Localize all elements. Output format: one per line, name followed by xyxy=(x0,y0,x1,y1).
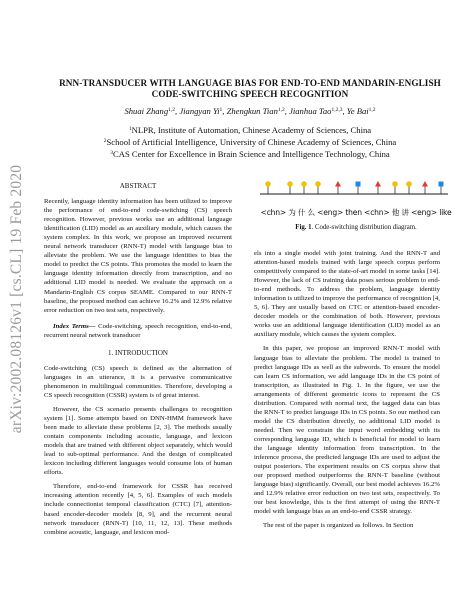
intro-paragraph: Therefore, end-to-end framework for CSSR has received increasing attention recently [4, 5, 6]. Examples of such models include connectionist temporal classification (CTC) [7], attention-based encoder-decoder models [8, 9], and the recurrent neural network transducer (RNN-T) [10, 11, 12, 13]. These methods combine acoustic, language, and lexicon mod- xyxy=(44,483,232,536)
chn-marker xyxy=(287,181,293,194)
chn-marker xyxy=(301,181,307,194)
author: Zhengkun Tian$^{1,2}$, xyxy=(226,106,290,116)
chn-marker xyxy=(265,181,271,194)
code-switching-diagram xyxy=(254,180,454,206)
left-column xyxy=(44,182,232,537)
body-paragraph: In this paper, we propose an improved RNN-T model with language bias to alleviate the problem. The model is trained to predict language IDs as well as the subwords. To ensure the model can learn CS information, we add language IDs in the CS point of transcription, as illustrated in Fig. 1. In the figure, we use the arrangements of different geometric icons to represent the CS distribution. Compared with normal text, the tagged data can bias the RNN-T to predict language IDs in CS points. So our method can model the CS distribution directly, no additional LID model is needed. Then we constrain the input word embedding with its corresponding language ID, which is beneficial for model to learn the language identity information from transcription. In the inference process, the predicted language IDs are used to adjust the output posteriors. The experiment results on CS corpus show that our proposed method outperforms the RNN-T baseline (without language bias) significantly. Overall, our best model achieves 16.2% and 12.9% relative error reduction on two test sets, respectively. To our best knowledge, this is the first attempt of using the RNN-T model with language bias as an end-to-end CSSR strategy. xyxy=(254,345,440,516)
author: Jianhua Tao$^{1,2,3}$, xyxy=(289,106,347,116)
paper-title-line1: RNN-TRANSDUCER WITH LANGUAGE BIAS FOR END-TO-END MANDARIN-ENGLISH xyxy=(59,78,441,88)
right-column xyxy=(254,249,440,530)
figure-caption: Fig. 1. Code-switching distribution diagram. xyxy=(295,224,417,231)
switch-marker xyxy=(375,181,381,194)
arxiv-stamp: arXiv:2002.08126v1 [cs.CL] 19 Feb 2020 xyxy=(8,164,25,434)
affiliation: $^3$CAS Center for Excellence in Brain Science and Intelligence Technology, China xyxy=(110,149,390,159)
abstract-heading: ABSTRACT xyxy=(119,182,157,190)
body-paragraph: The rest of the paper is organized as follows. In Section xyxy=(263,522,414,530)
paper-title-line2: CODE-SWITCHING SPEECH RECOGNITION xyxy=(151,89,349,99)
author: Ye Bai$^{1,2}$ xyxy=(346,106,376,116)
switch-marker xyxy=(422,181,428,194)
introduction-heading: 1. INTRODUCTION xyxy=(108,348,168,357)
author: Jiangyan Yi$^1$, xyxy=(179,106,227,116)
author: Shuai Zhang$^{1,2}$, xyxy=(124,106,180,116)
index-terms: Index Terms— Code-switching, speech recognition, end-to-end, recurrent neural network transducer xyxy=(44,322,232,339)
switch-marker xyxy=(335,181,341,194)
eng-marker xyxy=(439,182,444,195)
eng-marker xyxy=(356,182,361,195)
chn-marker xyxy=(315,181,321,194)
figure-sequence-text: <chn> 为 什 么 <eng> then <chn> 他 讲 <eng> like xyxy=(260,208,452,217)
abstract-text: Recently, language identity information has been utilized to improve the performance of end-to-end code-switching (CS) speech recognition. However, previous works use an additional language identification (LID) model as an auxiliary module, which causes the system complex. In this work, we propose an improved recurrent neural network transducer (RNN-T) model with language bias to alleviate the problem. We use the language identities to bias the model to predict the CS points. This promotes the model to learn the language identity information directly from transcription, and no additional LID model is needed. We evaluate the approach on a Mandarin-English CS corpus SEAME. Compared to our RNN-T baseline, the proposed method can achieve 16.2% and 12.9% relative error reduction on two test sets, respectively. xyxy=(44,198,232,314)
affiliation: $^1$NLPR, Institute of Automation, Chinese Academy of Sciences, China xyxy=(128,125,372,135)
intro-paragraph: Code-switching (CS) speech is defined as the alternation of languages in an utterance, it is a pervasive communicative phenomenon in multilingual communities. Therefore, developing a CS speech recognition (CSSR) system is of great interest. xyxy=(44,364,232,399)
intro-paragraph: However, the CS scenario presents challenges to recognition system [1]. Some attempts based on DNN-HMM framework have been made to alleviate these problems [2, 3]. The methods usually contain components including acoustic, language, and lexicon models that are trained with different object separately, which would lead to sub-optimal performance. And the design of complicated lexicon including different languages would consume lots of human efforts. xyxy=(44,405,232,477)
chn-marker xyxy=(392,181,398,194)
affiliation: $^2$School of Artificial Intelligence, University of Chinese Academy of Sciences, China xyxy=(103,137,397,147)
author-list xyxy=(30,106,470,116)
body-paragraph: els into a single model with joint training. And the RNN-T and attention-based models trained with large speech corpus perform competitively compared to the state-of-art model in some tasks [14]. However, the lack of CS training data poses serious problem to end-to-end methods. To address the problem, language identity information is utilized to improve the performance of recognition [4, 5, 6]. They are usually based on CTC or attention-based encoder-decoder models or the combination of both. However, previous works use an additional language identification (LID) model as an auxiliary module, which causes the system complex. xyxy=(254,250,440,339)
chn-marker xyxy=(406,181,412,194)
